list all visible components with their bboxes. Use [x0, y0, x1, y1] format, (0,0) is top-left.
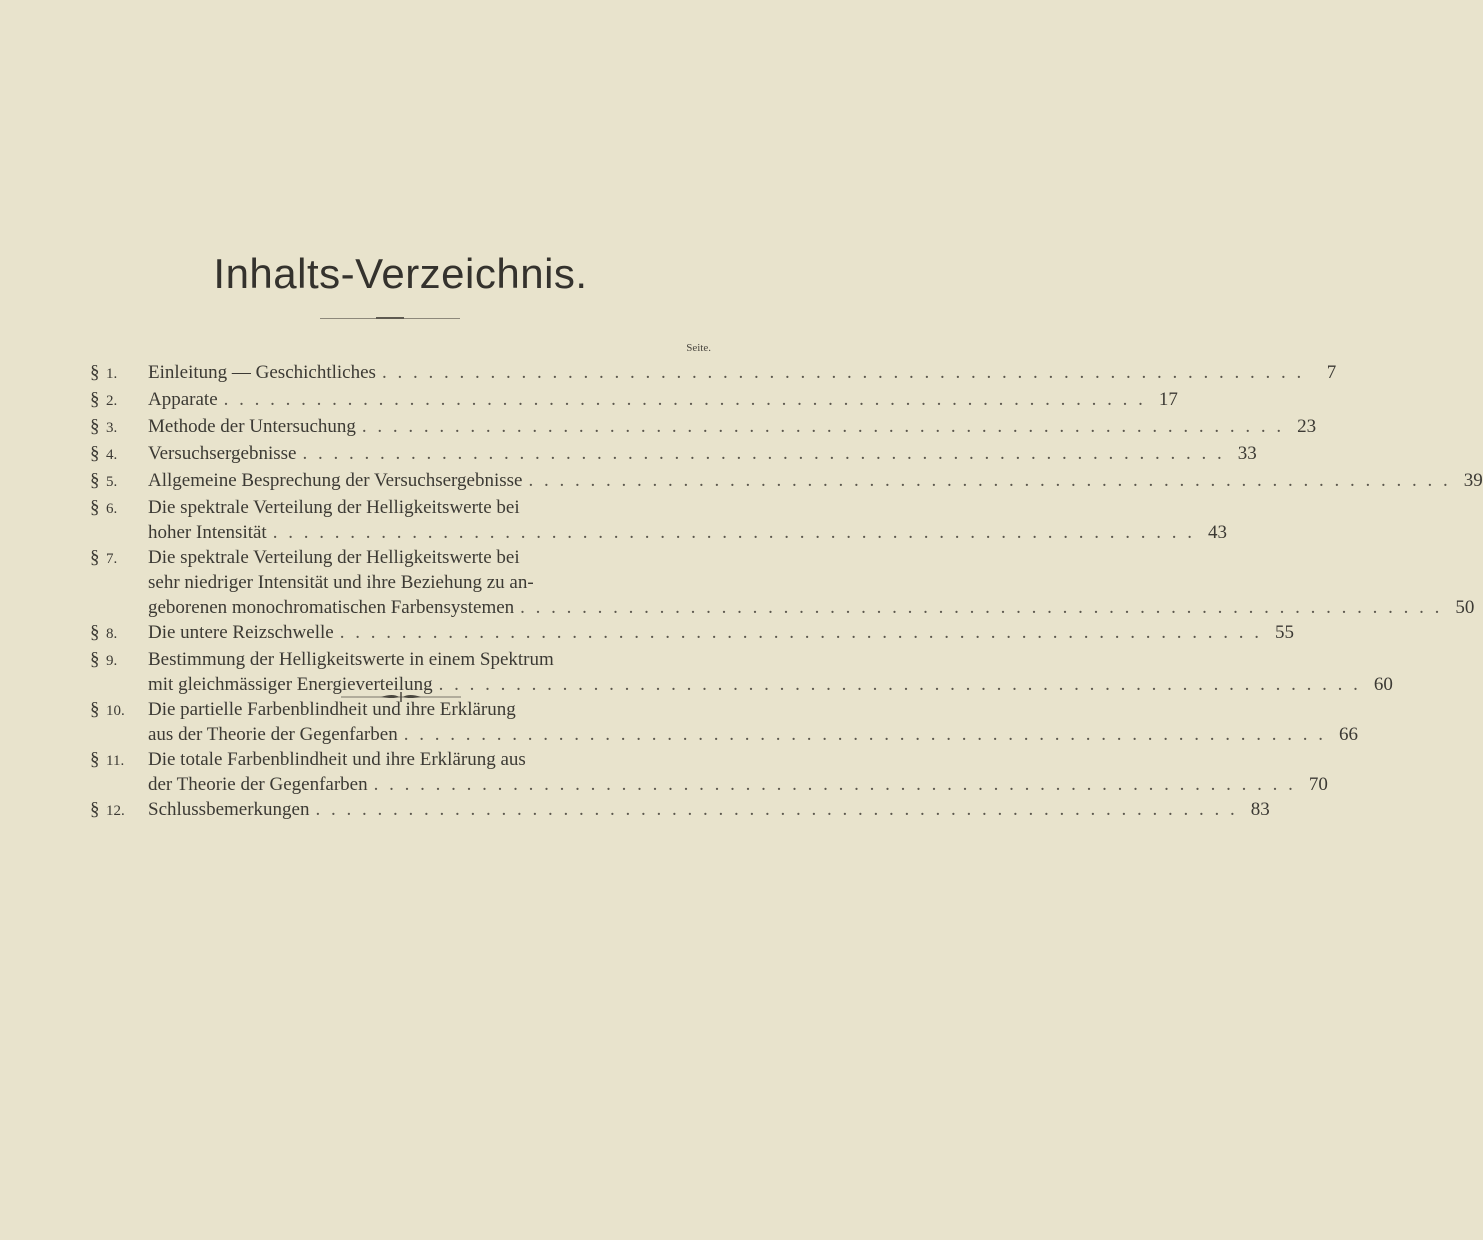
toc-entry-body	[148, 495, 1227, 545]
toc-page-number: 43	[1207, 522, 1227, 543]
toc-entry-body	[148, 797, 1270, 824]
toc-page-number: 70	[1308, 774, 1328, 795]
section-symbol: §	[90, 389, 100, 410]
toc-entry-title: Die spektrale Verteilung der Helligkeitswerte bei	[148, 497, 520, 518]
toc-page-number: 50	[1455, 597, 1475, 618]
section-num: 9.	[106, 653, 118, 669]
toc-entry-body	[148, 387, 1178, 414]
toc-entry	[90, 387, 1178, 414]
section-number	[90, 545, 148, 620]
section-num: 2.	[106, 393, 118, 409]
dot-leader: . . . . . . . . . . . . . . . . . . . . . . . . . . . . . . . . . . . . . . . . . . . . . . . . . . . . . . . . . . . .	[315, 799, 1238, 820]
toc-line	[148, 647, 1393, 672]
toc-page-number: 17	[1158, 389, 1178, 410]
toc-entry-body	[148, 414, 1316, 441]
toc-page-number: 55	[1274, 622, 1294, 643]
toc-entry-title: Die spektrale Verteilung der Helligkeitswerte bei	[148, 547, 520, 568]
toc-entry-body	[148, 747, 1328, 797]
toc-entry-title: sehr niedriger Intensität und ihre Beziehung zu an-	[148, 572, 534, 593]
toc-entry-body	[148, 468, 1483, 495]
toc-entry	[90, 495, 1227, 545]
toc-page-number: 60	[1373, 674, 1393, 695]
toc-entry	[90, 747, 1328, 797]
section-number	[90, 441, 148, 468]
toc-entry	[90, 441, 1257, 468]
dot-leader: . . . . . . . . . . . . . . . . . . . . . . . . . . . . . . . . . . . . . . . . . . . . . . . . . . . . . . . . . . . .	[403, 724, 1326, 745]
dot-leader: . . . . . . . . . . . . . . . . . . . . . . . . . . . . . . . . . . . . . . . . . . . . . . . . . . . . . . . . . . . .	[373, 774, 1296, 795]
toc-entry-title: mit gleichmässiger Energieverteilung	[148, 674, 433, 695]
section-num: 10.	[106, 703, 125, 719]
toc-entry	[90, 468, 1483, 495]
section-symbol: §	[90, 622, 100, 643]
dot-leader: . . . . . . . . . . . . . . . . . . . . . . . . . . . . . . . . . . . . . . . . . . . . . . . . . . . . . . . . . . . .	[528, 470, 1451, 491]
toc-line	[148, 570, 1474, 595]
toc-page-number: 33	[1237, 443, 1257, 464]
toc-entry-title: Allgemeine Besprechung der Versuchsergebnisse	[148, 470, 523, 491]
page-column-label: Seite.	[686, 342, 711, 354]
section-num: 5.	[106, 474, 118, 490]
toc-entry-title: Die partielle Farbenblindheit und ihre Erklärung	[148, 699, 516, 720]
toc-line	[148, 797, 1270, 822]
section-num: 8.	[106, 626, 118, 642]
toc-entry-title: Die untere Reizschwelle	[148, 622, 334, 643]
toc-entry	[90, 545, 1475, 620]
dot-leader: . . . . . . . . . . . . . . . . . . . . . . . . . . . . . . . . . . . . . . . . . . . . . . . . . . . . . . . . . . . .	[438, 674, 1361, 695]
section-symbol: §	[90, 799, 100, 820]
section-symbol: §	[90, 416, 100, 437]
toc-line	[148, 495, 1227, 520]
toc-page-number: 83	[1250, 799, 1270, 820]
toc-entry-title: Methode der Untersuchung	[148, 416, 356, 437]
toc-entry-title: Versuchsergebnisse	[148, 443, 297, 464]
section-number	[90, 620, 148, 647]
section-number	[90, 747, 148, 797]
section-number	[90, 468, 148, 495]
toc-line	[148, 441, 1257, 466]
toc-entry-title: Die totale Farbenblindheit und ihre Erklärung aus	[148, 749, 526, 770]
section-symbol: §	[90, 649, 100, 670]
dot-leader: . . . . . . . . . . . . . . . . . . . . . . . . . . . . . . . . . . . . . . . . . . . . . . . . . . . . . . . . . . . .	[520, 597, 1443, 618]
end-ornament	[0, 690, 801, 704]
toc-line	[148, 360, 1336, 385]
section-symbol: §	[90, 547, 100, 568]
section-symbol: §	[90, 443, 100, 464]
toc-entry-body	[148, 360, 1336, 387]
toc-entry	[90, 797, 1270, 824]
section-number	[90, 697, 148, 747]
toc-entry-title: Schlussbemerkungen	[148, 799, 310, 820]
toc-entry-body	[148, 620, 1294, 647]
section-num: 12.	[106, 803, 125, 819]
toc-entry-title: geborenen monochromatischen Farbensystemen	[148, 597, 515, 618]
dot-leader: . . . . . . . . . . . . . . . . . . . . . . . . . . . . . . . . . . . . . . . . . . . . . . . . . . . . . . . . . . . .	[302, 443, 1225, 464]
section-num: 11.	[106, 753, 125, 769]
section-num: 6.	[106, 501, 118, 517]
toc-line	[148, 620, 1294, 645]
section-number	[90, 797, 148, 824]
section-symbol: §	[90, 749, 100, 770]
toc-entry-title: hoher Intensität	[148, 522, 267, 543]
toc-entry-body	[148, 545, 1474, 620]
toc-entry-title: Bestimmung der Helligkeitswerte in einem Spektrum	[148, 649, 554, 670]
dot-leader: . . . . . . . . . . . . . . . . . . . . . . . . . . . . . . . . . . . . . . . . . . . . . . . . . . . . . . . . . . . .	[272, 522, 1195, 543]
section-num: 4.	[106, 447, 118, 463]
section-number	[90, 495, 148, 545]
section-number	[90, 414, 148, 441]
toc-entry-title: der Theorie der Gegenfarben	[148, 774, 368, 795]
toc-entry	[90, 697, 1358, 747]
toc-entry-body	[148, 441, 1257, 468]
toc-line	[148, 468, 1483, 493]
section-number	[90, 387, 148, 414]
toc-entry	[90, 414, 1317, 441]
section-num: 3.	[106, 420, 118, 436]
section-symbol: §	[90, 362, 100, 383]
dot-leader: . . . . . . . . . . . . . . . . . . . . . . . . . . . . . . . . . . . . . . . . . . . . . . . . . . . . . . . . . . . .	[381, 362, 1305, 383]
title-divider	[320, 318, 460, 319]
dot-leader: . . . . . . . . . . . . . . . . . . . . . . . . . . . . . . . . . . . . . . . . . . . . . . . . . . . . . . . . . . . .	[223, 389, 1146, 410]
toc-page-number: 23	[1297, 416, 1317, 437]
table-of-contents	[90, 360, 1483, 824]
toc-entry-title: Einleitung — Geschichtliches	[148, 362, 376, 383]
toc-page-number: 66	[1338, 724, 1358, 745]
toc-page-number: 7	[1326, 362, 1337, 383]
dot-leader: . . . . . . . . . . . . . . . . . . . . . . . . . . . . . . . . . . . . . . . . . . . . . . . . . . . . . . . . . . . .	[339, 622, 1262, 643]
section-symbol: §	[90, 699, 100, 720]
toc-line	[148, 387, 1178, 412]
toc-entry-title: Apparate	[148, 389, 218, 410]
toc-page-number: 39	[1463, 470, 1483, 491]
toc-entry-title: aus der Theorie der Gegenfarben	[148, 724, 398, 745]
toc-line	[148, 545, 1474, 570]
toc-line	[148, 520, 1227, 545]
ornament-icon	[341, 690, 461, 704]
toc-line	[148, 595, 1474, 620]
toc-entry	[90, 360, 1337, 387]
toc-entry	[90, 620, 1294, 647]
toc-line	[148, 722, 1358, 747]
section-symbol: §	[90, 470, 100, 491]
section-symbol: §	[90, 497, 100, 518]
toc-line	[148, 414, 1316, 439]
section-num: 7.	[106, 551, 118, 567]
page-title: Inhalts-Verzeichnis.	[213, 250, 588, 297]
toc-line	[148, 747, 1328, 772]
dot-leader: . . . . . . . . . . . . . . . . . . . . . . . . . . . . . . . . . . . . . . . . . . . . . . . . . . . . . . . . . . . .	[361, 416, 1285, 437]
section-num: 1.	[106, 366, 118, 382]
section-number	[90, 360, 148, 387]
toc-entry-body	[148, 697, 1358, 747]
toc-line	[148, 772, 1328, 797]
